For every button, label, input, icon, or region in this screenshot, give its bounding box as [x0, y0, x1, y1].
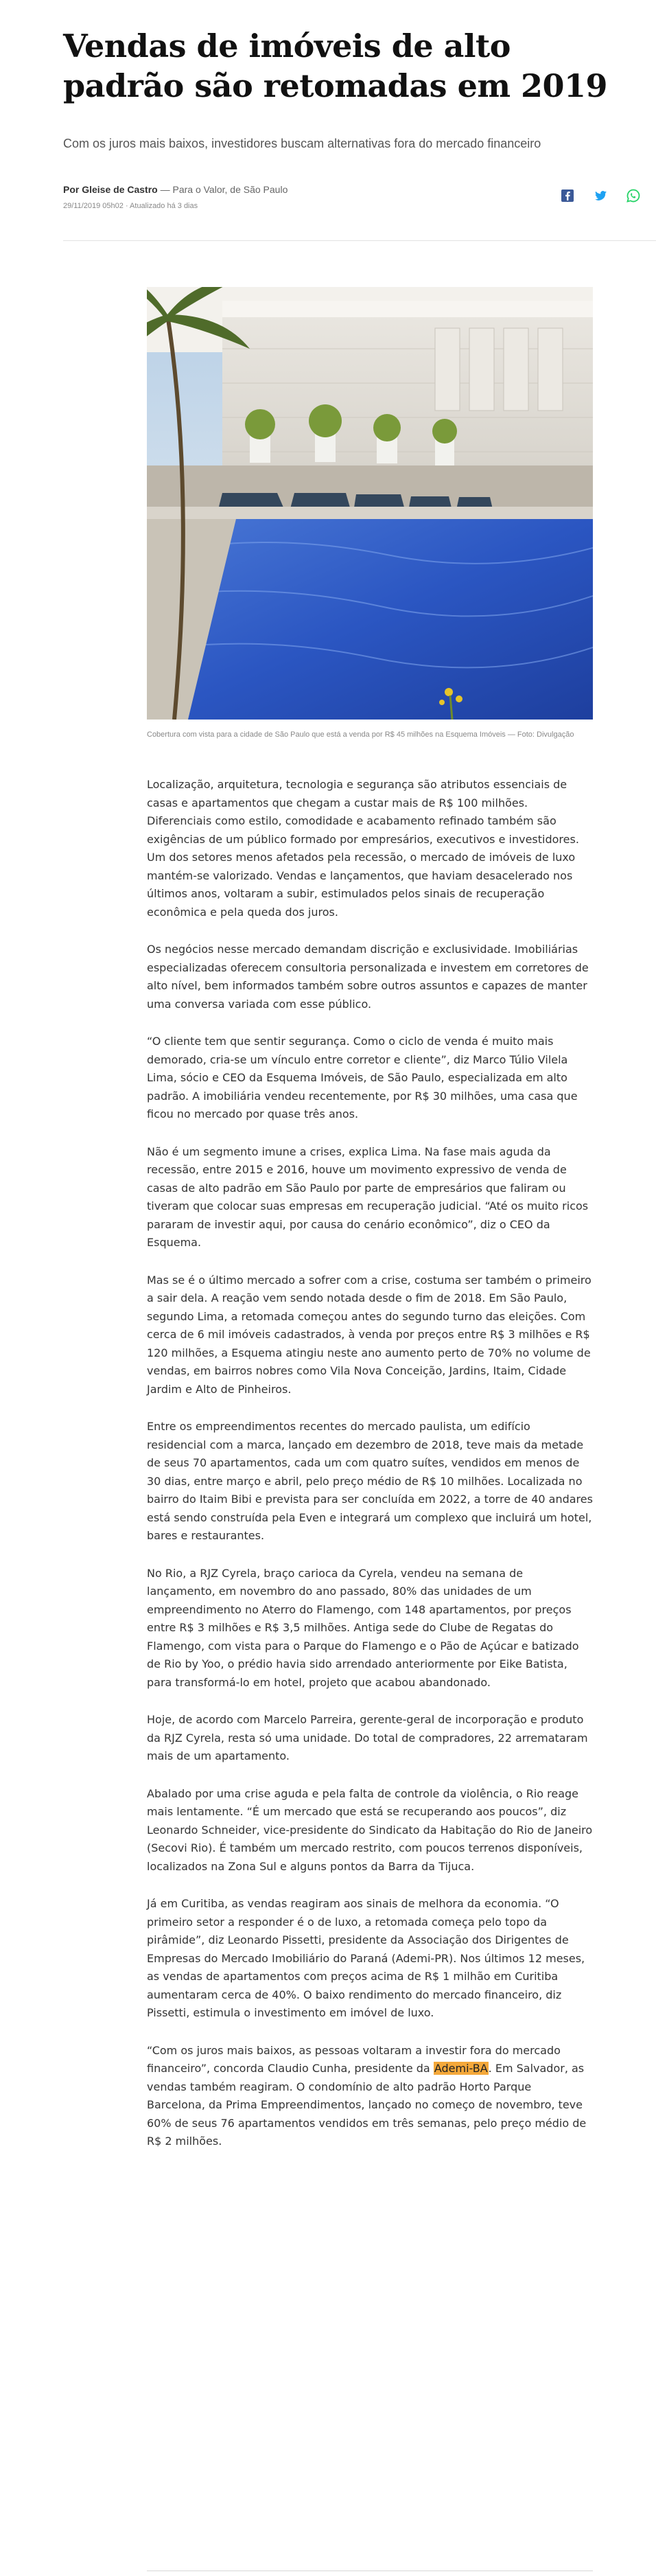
body-paragraph: “O cliente tem que sentir segurança. Como o ciclo de venda é muito mais demorado, cria-se um vínculo entre corretor e cliente”, diz Marco Túlio Vilela Lima, sócio e CEO da Esquema Imóveis, de São Paulo, especializada em alto padrão. A imobiliária vendeu recentemente, por R$ 30 milhões, uma casa que ficou no mercado por quase três anos. [147, 1035, 578, 1120]
body-paragraph: Já em Curitiba, as vendas reagiram aos sinais de melhora da economia. “O primeiro setor a responder é o de luxo, a retomada começa pelo topo da pirâmide”, diz Leonardo Pissetti, presidente da Associação dos Dirigentes de Empresas do Mercado Imobiliário do Paraná (Ademi-PR). Nos últimos 12 meses, as vendas de apartamentos com preços acima de R$ 1 milhão em Curitiba aumentaram cerca de 40%. O baixo rendimento do mercado financeiro, diz Pissetti, estimula o investimento em imóvel de luxo. [147, 1897, 585, 2019]
article-headline: Vendas de imóveis de alto padrão são retomadas em 2019 [63, 27, 608, 104]
article-body [147, 776, 593, 2170]
body-paragraph: Os negócios nesse mercado demandam discrição e exclusividade. Imobiliárias especializadas oferecem consultoria personalizada e investem em corretores de alto nível, bem informados também sobre outros assuntos e capazes de manter uma conversa variada com esse público. [147, 943, 589, 1011]
body-paragraph: Abalado por uma crise aguda e pela falta de controle da violência, o Rio reage mais lentamente. “É um mercado que está se recuperando aos poucos”, diz Leonardo Schneider, vice-presidente do Sindicato da Habitação do Rio de Janeiro (Secovi Rio). É também um mercado restrito, com poucos terrenos disponíveis, localizados na Zona Sul e alguns pontos da Barra da Tijuca. [147, 1786, 593, 1873]
body-paragraph: Hoje, de acordo com Marcelo Parreira, gerente-geral de incorporação e produto da RJZ Cyrela, resta só uma unidade. Do total de compradores, 22 arremataram mais de um apartamento. [147, 1713, 588, 1762]
twitter-icon[interactable] [593, 188, 608, 203]
body-paragraph: Mas se é o último mercado a sofrer com a crise, costuma ser também o primeiro a sair dela. A reação vem sendo notada desde o fim de 2018. Em São Paulo, segundo Lima, a retomada começou antes do segundo turno das eleições. Com cerca de 6 mil imóveis cadastrados, à venda por preços entre R$ 3 milhões e R$ 120 milhões, a Esquema atingiu neste ano aumento perto de 70% no volume de vendas, em bairros nobres como Vila Nova Conceição, Jardins, Itaim, Cidade Jardim e Alto de Pinheiros. [147, 1273, 591, 1396]
body-paragraph: Não é um segmento imune a crises, explica Lima. Na fase mais aguda da recessão, entre 2015 e 2016, houve um movimento expressivo de venda de casas de alto padrão em São Paulo por parte de empresários que faliram ou tiveram que colocar suas empresas em recuperação judicial. “Até os muito ricos pararam de investir aqui, por causa do cenário econômico”, diz o CEO da Esquema. [147, 1145, 589, 1249]
highlighted-term: Ademi-BA [434, 2062, 488, 2075]
header-divider [63, 240, 656, 241]
share-bar [560, 188, 641, 203]
body-paragraph: Localização, arquitetura, tecnologia e segurança são atributos essenciais de casas e apartamentos que chegam a custar mais de R$ 100 milhões. Diferenciais como estilo, comodidade e acabamento refinado também são exigências de um público formado por empresários, executivos e investidores. Um dos setores menos afetados pela recessão, o mercado de imóveis de luxo mantém-se valorizado. Vendas e lançamentos, que haviam desacelerado nos últimos anos, voltaram a subir, estimulados pelos sinais de recuperação econômica e pela queda dos juros. [147, 778, 579, 919]
body-paragraph [147, 2042, 593, 2151]
whatsapp-icon[interactable] [626, 188, 641, 203]
article-subtitle: Com os juros mais baixos, investidores buscam alternativas fora do mercado financeiro [63, 137, 541, 150]
byline [63, 183, 288, 196]
photo-caption: Cobertura com vista para a cidade de São Paulo que está a venda por R$ 45 milhões na Esquema Imóveis — Foto: Divulgação [147, 731, 574, 739]
author-affiliation: — Para o Valor, de São Paulo [157, 184, 288, 195]
body-paragraph: Entre os empreendimentos recentes do mercado paulista, um edifício residencial com a marca, lançado em dezembro de 2018, teve mais da metade de seus 70 apartamentos, cada um com quatro suítes, vendidos em menos de 30 dias, entre março e abril, pelo preço médio de R$ 10 milhões. Localizada no bairro do Itaim Bibi e prevista para ser concluída em 2022, a torre de 40 andares está sendo construída pela Even e integrará um complexo que incluirá um hotel, bares e restaurantes. [147, 1420, 593, 1542]
facebook-icon[interactable] [560, 188, 575, 203]
article-photo [147, 287, 593, 720]
paragraph-text: “Com os juros mais baixos, as pessoas voltaram a investir fora do mercado financeiro”, concorda Claudio Cunha, presidente da [147, 2043, 561, 2075]
paragraph-text: . Em Salvador, as vendas também reagiram. O condomínio de alto padrão Horto Parque Barcelona, da Prima Empreendimentos, lançado no começo de novembro, teve 60% de seus 76 apartamentos vendidos em três semanas, pelo preço médio de R$ 2 milhões. [147, 2062, 587, 2148]
publish-dates: 29/11/2019 05h02 · Atualizado há 3 dias [63, 202, 198, 210]
body-paragraph: No Rio, a RJZ Cyrela, braço carioca da Cyrela, vendeu na semana de lançamento, em novembro do ano passado, 80% das unidades de um empreendimento no Aterro do Flamengo, com 148 apartamentos, por preços entre R$ 3 milhões e R$ 3,5 milhões. Antiga sede do Clube de Regatas do Flamengo, com vista para o Parque do Flamengo e o Pão de Açúcar e batizado de Rio by Yoo, o prédio havia sido arrendado anteriormente por Eike Batista, para transformá-lo em hotel, projeto que acabou abandonado. [147, 1566, 579, 1689]
author-name: Por Gleise de Castro [63, 184, 158, 195]
